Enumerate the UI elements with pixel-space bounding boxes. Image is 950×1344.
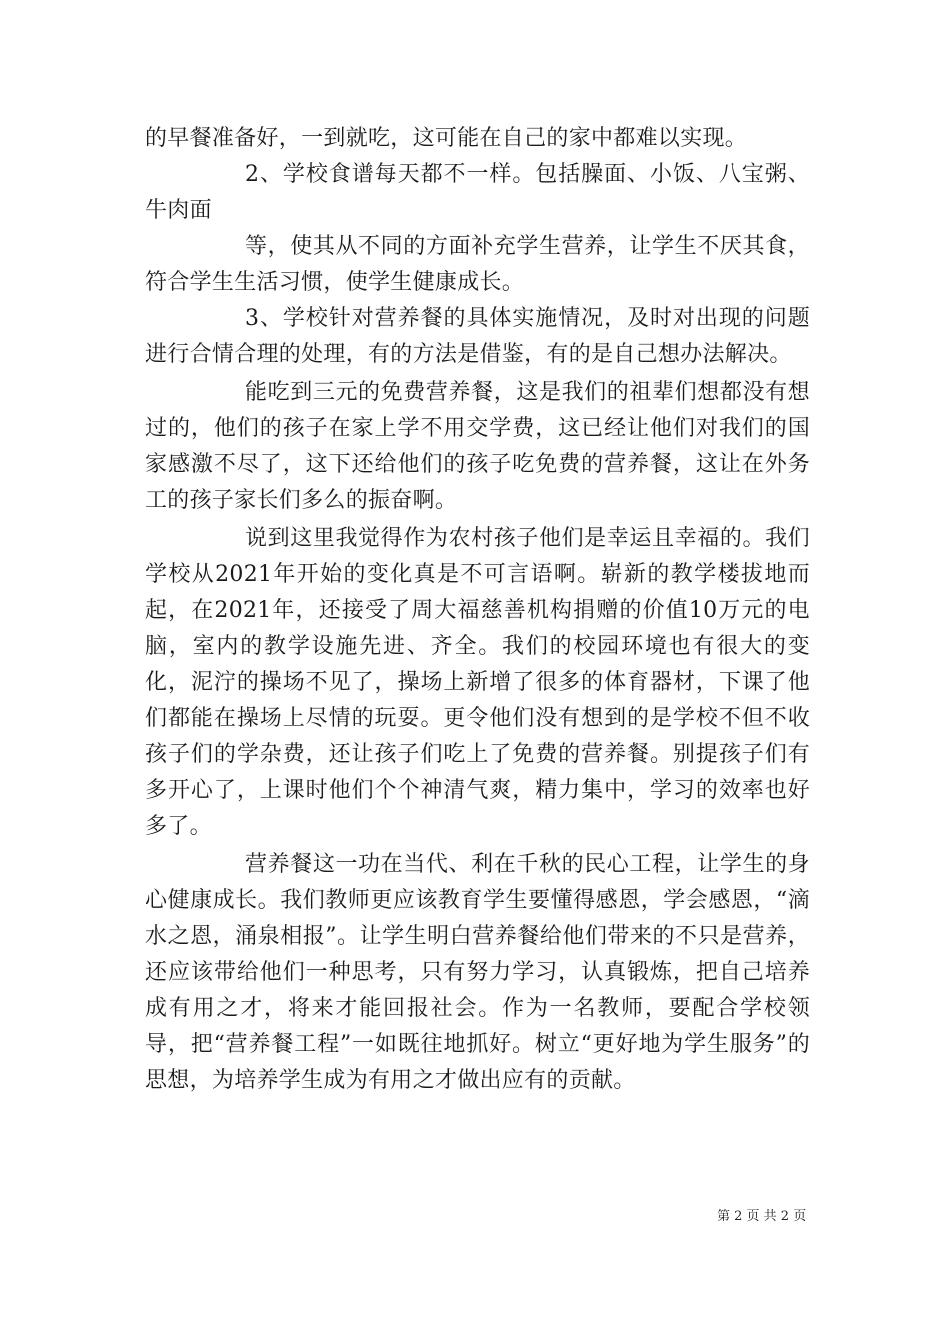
paragraph: 2、学校食谱每天都不一样。包括臊面、小饭、八宝粥、牛肉面 — [145, 162, 810, 223]
paragraph: 的早餐准备好，一到就吃，这可能在自己的家中都难以实现。 — [145, 126, 748, 151]
paragraph: 能吃到三元的免费营养餐，这是我们的祖辈们想都没有想过的，他们的孩子在家上学不用交学费，这已经让他们对我们的国家感激不尽了，这下还给他们的孩子吃免费的营养餐，这让在外务工的孩子家长们多么的振奋啊。 — [145, 380, 810, 513]
paragraph: 营养餐这一功在当代、利在千秋的民心工程，让学生的身心健康成长。我们教师更应该教育学生要懂得感恩，学会感恩，“滴水之恩，涌泉相报”。让学生明白营养餐给他们带来的不只是营养，还应该带给他们一种思考，只有努力学习，认真锻炼，把自己培养成有用之才，将来才能回报社会。作为一名教师，要配合学校领导，把“营养餐工程”一如既往地抓好。树立“更好地为学生服务”的思想，为培养学生成为有用之才做出应有的贡献。 — [145, 852, 810, 1093]
document-body — [145, 121, 810, 1099]
page-number: 第 2 页 共 2 页 — [717, 1209, 807, 1224]
paragraph: 说到这里我觉得作为农村孩子他们是幸运且幸福的。我们学校从2021年开始的变化真是不可言语啊。崭新的教学楼拔地而起，在2021年，还接受了周大福慈善机构捐赠的价值10万元的电脑，室内的教学设施先进、齐全。我们的校园环境也有很大的变化，泥泞的操场不见了，操场上新增了很多的体育器材，下课了他们都能在操场上尽情的玩耍。更令他们没有想到的是学校不但不收孩子们的学杂费，还让孩子们吃上了免费的营养餐。别提孩子们有多开心了，上课时他们个个神清气爽，精力集中，学习的效率也好多了。 — [145, 526, 810, 839]
paragraph: 等，使其从不同的方面补充学生营养，让学生不厌其食，符合学生生活习惯，使学生健康成长。 — [145, 234, 810, 295]
paragraph: 3、学校针对营养餐的具体实施情况，及时对出现的问题进行合情合理的处理，有的方法是借鉴，有的是自己想办法解决。 — [145, 306, 810, 367]
